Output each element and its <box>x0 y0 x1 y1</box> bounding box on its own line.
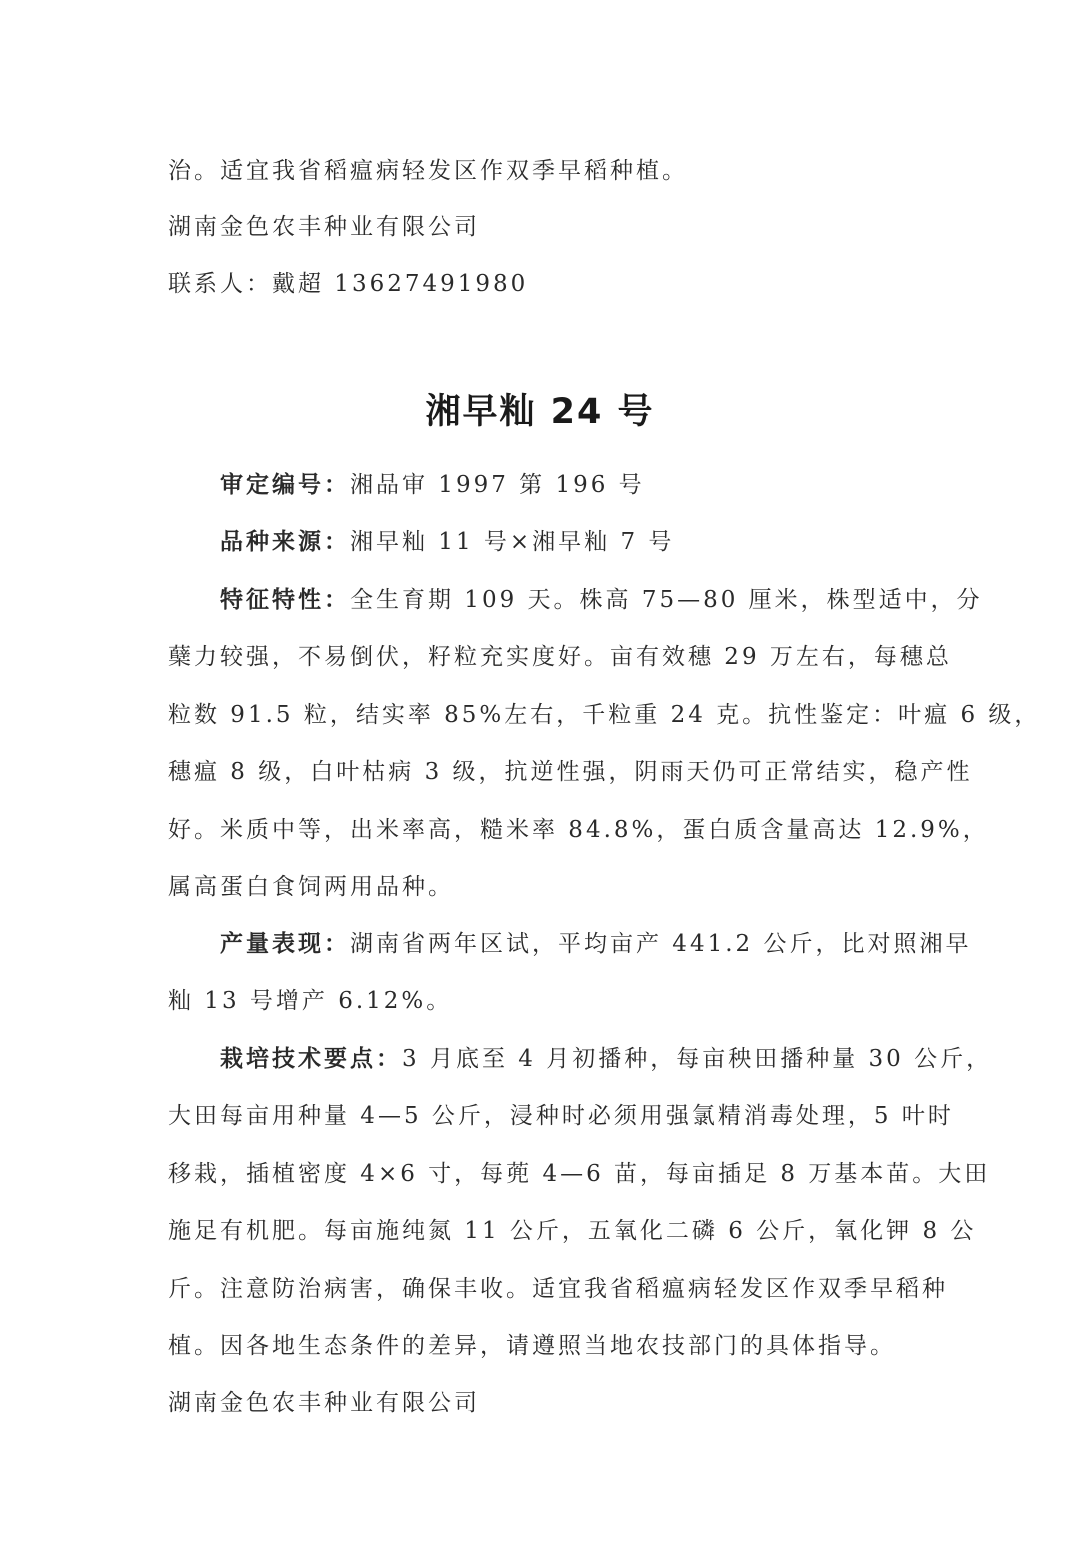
approval-number <box>220 470 925 500</box>
yield-text-line: 籼 13 号增产 6.12%。 <box>168 988 453 1014</box>
previous-entry-ending: 治。适宜我省稻瘟病轻发区作双季早稻种植。 <box>168 158 688 184</box>
features-text-line: 蘖力较强，不易倒伏，籽粒充实度好。亩有效穗 29 万左右，每穗总 <box>168 644 952 670</box>
cultivation-text-line: 施足有机肥。每亩施纯氮 11 公斤，五氧化二磷 6 公斤，氧化钾 8 公 <box>168 1218 977 1244</box>
features-text-line: 全生育期 109 天。株高 75—80 厘米，株型适中，分 <box>350 587 983 613</box>
cultivation-text-line: 大田每亩用种量 4—5 公斤，浸种时必须用强氯精消毒处理，5 叶时 <box>168 1103 954 1129</box>
variety-source <box>220 527 925 557</box>
yield-first-line <box>220 929 972 959</box>
variety-title: 湘早籼 24 号 <box>425 392 655 432</box>
features-text-line: 属高蛋白食饲两用品种。 <box>168 874 454 900</box>
cultivation-text-line: 植。因各地生态条件的差异，请遵照当地农技部门的具体指导。 <box>168 1333 896 1359</box>
source-label: 品种来源： <box>220 529 350 555</box>
cultivation-label: 栽培技术要点： <box>220 1046 402 1072</box>
yield-label: 产量表现： <box>220 931 350 957</box>
features-text-line: 穗瘟 8 级，白叶枯病 3 级，抗逆性强，阴雨天仍可正常结实，稳产性 <box>168 759 973 785</box>
approval-value: 湘品审 1997 第 196 号 <box>350 472 645 498</box>
cultivation-text-line: 3 月底至 4 月初播种，每亩秧田播种量 30 公斤， <box>402 1046 993 1072</box>
features-text-line: 好。米质中等，出米率高，糙米率 84.8%，蛋白质含量高达 12.9%， <box>168 817 989 843</box>
cultivation-text-line: 斤。注意防治病害，确保丰收。适宜我省稻瘟病轻发区作双季早稻种 <box>168 1276 948 1302</box>
source-value: 湘早籼 11 号×湘早籼 7 号 <box>350 529 675 555</box>
approval-label: 审定编号： <box>220 472 350 498</box>
yield-text-line: 湖南省两年区试，平均亩产 441.2 公斤，比对照湘早 <box>350 931 972 957</box>
previous-entry-company: 湖南金色农丰种业有限公司 <box>168 214 480 240</box>
previous-entry-contact: 联系人：戴超 13627491980 <box>168 271 529 297</box>
cultivation-text-line: 移栽，插植密度 4×6 寸，每蔸 4—6 苗，每亩插足 8 万基本苗。大田 <box>168 1161 991 1187</box>
features-first-line <box>220 585 983 615</box>
features-text-line: 粒数 91.5 粒，结实率 85%左右，千粒重 24 克。抗性鉴定：叶瘟 6 级， <box>168 702 1041 728</box>
variety-company: 湖南金色农丰种业有限公司 <box>168 1390 480 1416</box>
cultivation-first-line <box>220 1044 993 1074</box>
features-label: 特征特性： <box>220 587 350 613</box>
